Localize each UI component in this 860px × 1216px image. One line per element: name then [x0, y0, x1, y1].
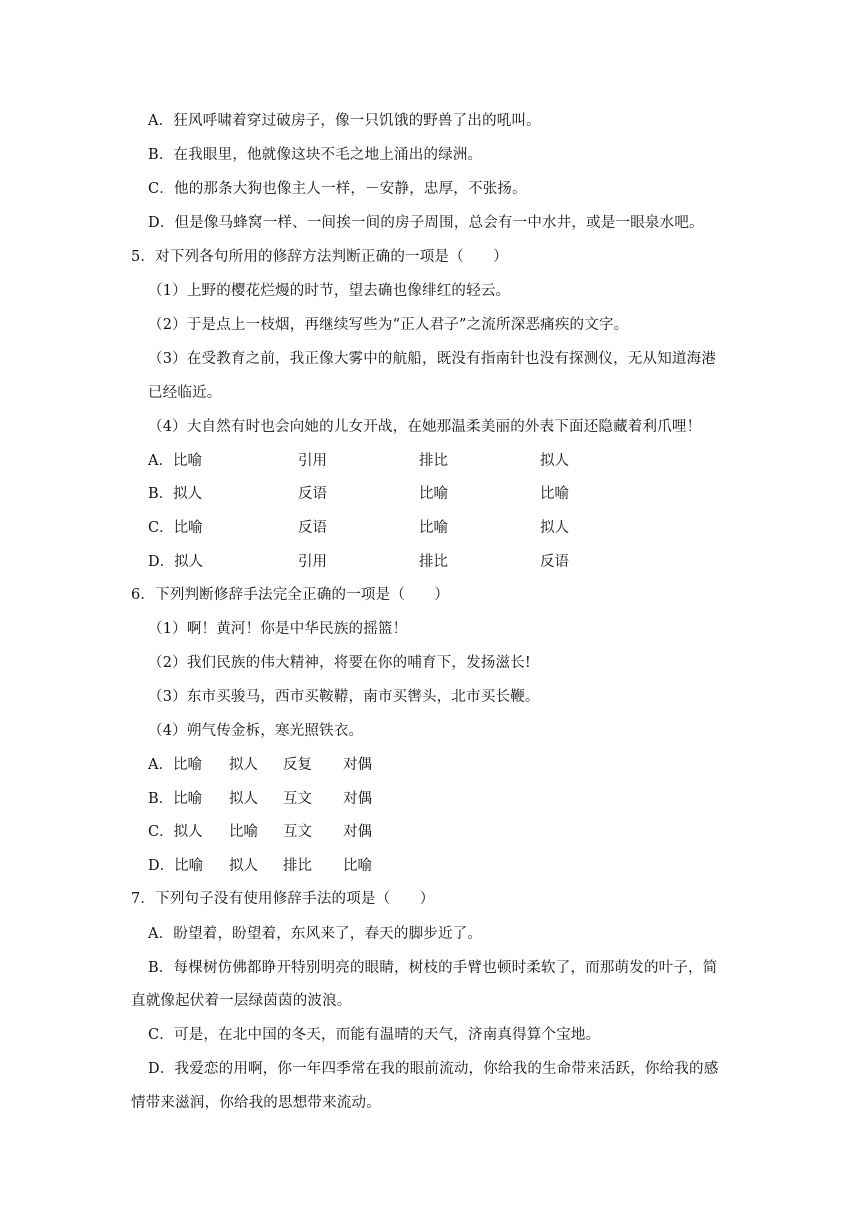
q5-option-c-1: C．比喻 — [148, 520, 203, 536]
q5-option-d-2: 引用 — [298, 554, 327, 570]
q6-option-c-2: 比喻 — [229, 824, 258, 840]
q6-option-c-1: C．拟人 — [148, 824, 203, 840]
q4-option-a: A．狂风呼啸着穿过破房子，像一只饥饿的野兽了出的吼叫。 — [148, 113, 541, 129]
q5-option-b-2: 反语 — [298, 486, 327, 502]
q6-option-d-4: 比喻 — [343, 858, 372, 874]
q6-option-b-4: 对偶 — [343, 791, 372, 807]
q5-option-c-4: 拟人 — [540, 520, 569, 536]
q6-option-a-3: 反复 — [283, 757, 312, 773]
q5-sentence-1: （1）上野的樱花烂熳的时节，望去确也像绯红的轻云。 — [148, 283, 511, 299]
q5-option-d-4: 反语 — [540, 554, 569, 570]
q7-option-a: A．盼望着，盼望着，东风来了，春天的脚步近了。 — [148, 926, 483, 942]
q5-option-a-3: 排比 — [419, 453, 448, 469]
q5-sentence-3: （3）在受教育之前，我正像大雾中的航船，既没有指南针也没有探测仪，无从知道海港 — [148, 351, 717, 367]
q5-option-b-4: 比喻 — [540, 486, 569, 502]
q5-option-b-3: 比喻 — [419, 486, 448, 502]
q7-option-d-cont: 情带来滋润，你给我的思想带来流动。 — [131, 1095, 381, 1111]
q6-option-b-2: 拟人 — [229, 791, 258, 807]
q5-option-c-3: 比喻 — [419, 520, 448, 536]
q6-option-c-3: 互文 — [283, 824, 312, 840]
q5-option-c-2: 反语 — [298, 520, 327, 536]
q6-option-a-2: 拟人 — [229, 757, 258, 773]
q5-option-a-1: A．比喻 — [148, 453, 202, 469]
q6-option-b-1: B．比喻 — [148, 791, 203, 807]
q4-option-b: B．在我眼里，他就像这块不毛之地上涌出的绿洲。 — [148, 147, 483, 163]
q6-sentence-1: （1）啊！黄河！你是中华民族的摇篮！ — [148, 621, 408, 637]
q6-sentence-3: （3）东市买骏马，西市买鞍鞯，南市买辔头，北市买长鞭。 — [148, 689, 540, 705]
q6-sentence-4: （4）朔气传金柝，寒光照铁衣。 — [148, 723, 364, 739]
q5-sentence-4: （4）大自然有时也会向她的儿女开战，在她那温柔美丽的外表下面还隐藏着利爪哩！ — [148, 419, 702, 435]
q4-option-c: C．他的那条大狗也像主人一样，－安静，忠厚，不张扬。 — [148, 181, 527, 197]
q7-option-b: B．每棵树仿佛都睁开特别明亮的眼睛，树枝的手臂也顿时柔软了，而那萌发的叶子，简 — [148, 960, 718, 976]
q5-option-a-4: 拟人 — [540, 453, 569, 469]
q5-option-d-3: 排比 — [419, 554, 448, 570]
q6-option-b-3: 互文 — [283, 791, 312, 807]
q6-stem: 6．下列判断修辞手法完全正确的一项是（ ） — [131, 587, 450, 603]
q7-stem: 7．下列句子没有使用修辞手法的项是（ ） — [131, 891, 435, 907]
q6-option-d-3: 排比 — [283, 858, 312, 874]
q6-sentence-2: （2）我们民族的伟大精神，将要在你的哺育下，发扬滋长! — [148, 655, 531, 671]
q7-option-d: D．我爱恋的用啊，你一年四季常在我的眼前流动，你给我的生命带来活跃，你给我的感 — [148, 1061, 719, 1077]
q6-option-d-2: 拟人 — [229, 858, 258, 874]
q5-sentence-2: （2）于是点上一枝烟，再继续写些为“正人君子”之流所深恶痛疾的文字。 — [148, 317, 629, 333]
q5-option-a-2: 引用 — [298, 453, 327, 469]
q7-option-c: C．可是，在北中国的冬天，而能有温晴的天气，济南真得算个宝地。 — [148, 1027, 601, 1043]
q6-option-d-1: D．比喻 — [148, 858, 204, 874]
q5-sentence-3-cont: 已经临近。 — [148, 385, 222, 401]
q6-option-a-4: 对偶 — [343, 757, 372, 773]
q5-stem: 5．对下列各句所用的修辞方法判断正确的一项是（ ） — [131, 249, 508, 265]
q7-option-b-cont: 直就像起伏着一层绿茵茵的波浪。 — [131, 993, 352, 1009]
q6-option-a-1: A．比喻 — [148, 757, 202, 773]
q6-option-c-4: 对偶 — [343, 824, 372, 840]
q5-option-b-1: B．拟人 — [148, 486, 203, 502]
q5-option-d-1: D．拟人 — [148, 554, 204, 570]
q4-option-d: D．但是像马蜂窝一样、一间挨一间的房子周围，总会有一中水井，或是一眼泉水吧。 — [148, 215, 704, 231]
